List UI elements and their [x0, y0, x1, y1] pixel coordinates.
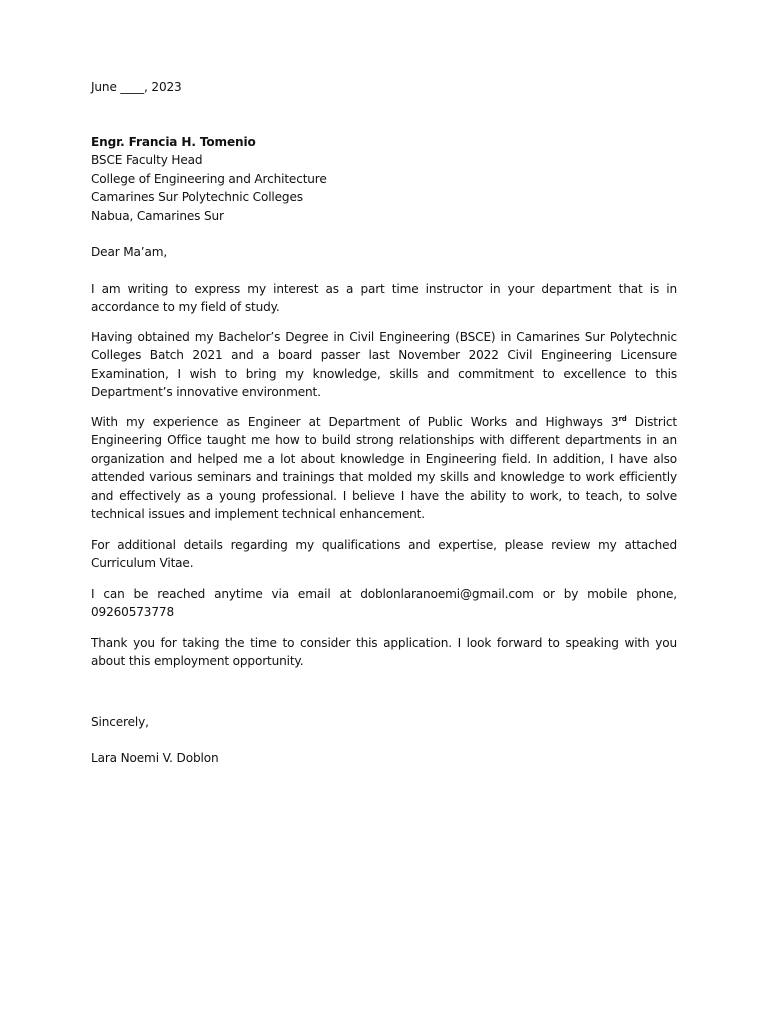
letter-date: June ____, 2023	[91, 80, 182, 94]
paragraph-contact: I can be reached anytime via email at doblonlaranoemi@gmail.com or by mobile phone, 09260573778	[91, 586, 677, 619]
ordinal-suffix: rd	[618, 414, 627, 423]
signature-name: Lara Noemi V. Doblon	[91, 751, 219, 765]
recipient-college: College of Engineering and Architecture	[91, 171, 327, 186]
closing: Sincerely,	[91, 714, 149, 729]
paragraph-experience	[91, 413, 677, 524]
recipient-title: BSCE Faculty Head	[91, 153, 203, 167]
paragraph-experience-start: With my experience as Engineer at Department of Public Works and Highways 3	[91, 414, 619, 429]
recipient-address	[91, 133, 677, 226]
paragraph-education: Having obtained my Bachelor’s Degree in Civil Engineering (BSCE) in Camarines Sur Polytechnic Colleges Batch 2021 and a board passer last November 2022 Civil Engineering Licensure Examination, I wish to bring my knowledge, skills and commitment to excellence to this Department’s innovative environment.	[91, 329, 677, 399]
paragraph-interest: I am writing to express my interest as a part time instructor in your department that is in accordance to my field of study.	[91, 281, 677, 314]
paragraph-details: For additional details regarding my qualifications and expertise, please review my attached Curriculum Vitae.	[91, 537, 677, 570]
letter-body	[91, 78, 677, 768]
salutation: Dear Ma’am,	[91, 245, 168, 259]
recipient-name: Engr. Francia H. Tomenio	[91, 134, 256, 149]
paragraph-thanks: Thank you for taking the time to consider this application. I look forward to speaking with you about this employment opportunity.	[91, 635, 677, 668]
recipient-institution: Camarines Sur Polytechnic Colleges	[91, 190, 303, 204]
recipient-location: Nabua, Camarines Sur	[91, 208, 224, 223]
paragraph-experience-rest: District Engineering Office taught me how to build strong relationships with different departments in an organization and helped me a lot about knowledge in Engineering field. In addition, I have also attended various seminars and trainings that molded my skills and knowledge to work efficiently and effectively as a young professional. I believe I have the ability to work, to teach, to solve technical issues and implement technical enhancement.	[91, 414, 677, 521]
